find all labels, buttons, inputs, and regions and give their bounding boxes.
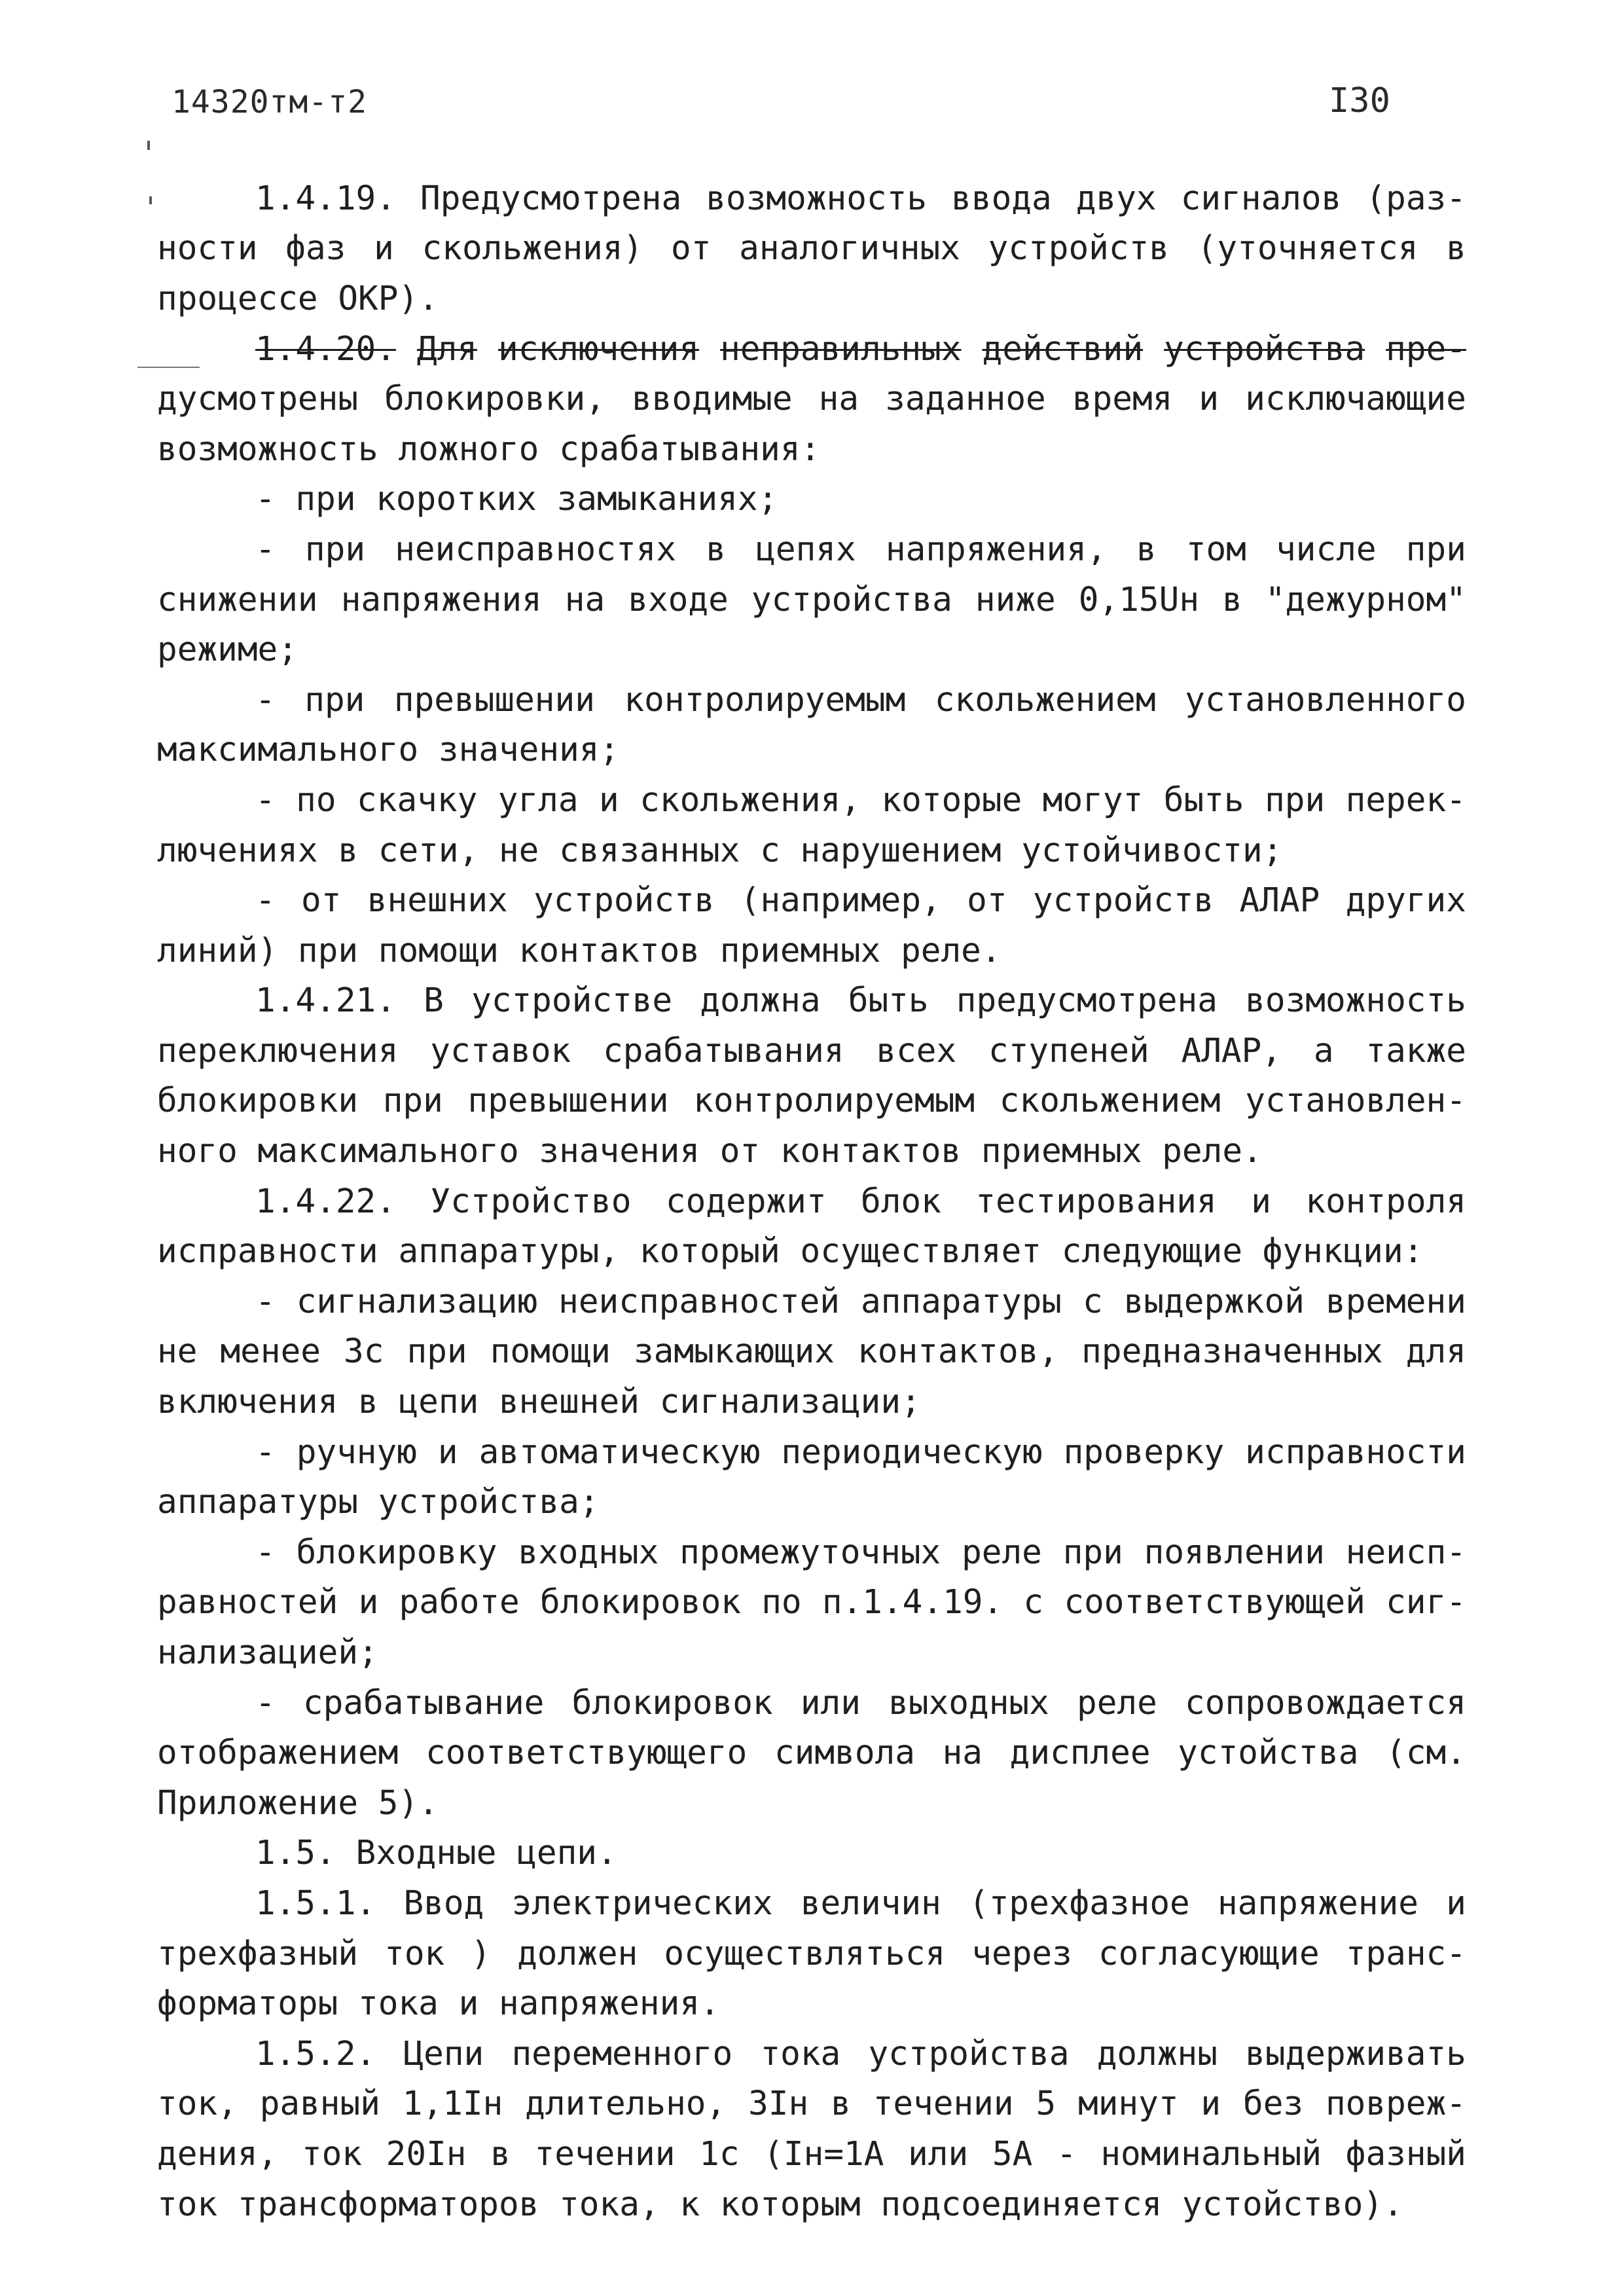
text-line: режиме;	[157, 630, 298, 670]
text-line: 1.5. Входные цепи.	[255, 1834, 617, 1873]
text-line: 1.4.21. В устройстве должна быть предусмотрена возможность	[255, 981, 1466, 1021]
text-line: - срабатывание блокировок или выходных реле сопровождается	[255, 1683, 1466, 1722]
text-line: ток трансформаторов тока, к которым подсоединяется устойство).	[157, 2185, 1403, 2224]
text-line: линий) при помощи контактов приемных реле.	[157, 931, 1001, 970]
document-code: 14320тм-т2	[171, 84, 367, 120]
text-line: аппаратуры устройства;	[157, 1483, 600, 1522]
text-line: - блокировку входных промежуточных реле при появлении неисп-	[255, 1533, 1466, 1572]
text-line: 1.4.22. Устройство содержит блок тестирования и контроля	[255, 1182, 1466, 1221]
text-line: возможность ложного срабатывания:	[157, 429, 821, 469]
text-line: трехфазный ток ) должен осуществляться через согласующие транс-	[157, 1934, 1466, 1973]
text-line: ток, равный 1,1Iн длительно, 3Iн в течении 5 минут и без повреж-	[157, 2085, 1466, 2124]
text-line: снижении напряжения на входе устройства ниже 0,15Uн в "дежурном"	[157, 580, 1466, 619]
text-line: - сигнализацию неисправностей аппаратуры с выдержкой времени	[255, 1282, 1466, 1321]
text-line: дусмотрены блокировки, вводимые на заданное время и исключающие	[157, 380, 1466, 419]
text-line: 1.4.19. Предусмотрена возможность ввода двух сигналов (раз-	[255, 179, 1466, 218]
scan-mark	[149, 196, 152, 204]
text-line: - от внешних устройств (например, от устройств АЛАР других	[255, 881, 1466, 920]
text-line: Приложение 5).	[157, 1783, 439, 1823]
text-line: 1.5.1. Ввод электрических величин (трехфазное напряжение и	[255, 1884, 1466, 1923]
text-line: включения в цепи внешней сигнализации;	[157, 1383, 921, 1422]
scan-mark	[137, 367, 200, 368]
text-line: отображением соответствующего символа на дисплее устойства (см.	[157, 1734, 1466, 1773]
text-line: 1.5.2. Цепи переменного тока устройства должны выдерживать	[255, 2034, 1466, 2073]
text-line: исправности аппаратуры, который осуществляет следующие функции:	[157, 1232, 1424, 1271]
scan-mark	[147, 141, 150, 150]
text-line: максимального значения;	[157, 731, 620, 770]
text-line: дения, ток 20Iн в течении 1с (Iн=1А или 5А - номинальный фазный	[157, 2134, 1466, 2174]
text-line: нализацией;	[157, 1633, 378, 1673]
text-line: равностей и работе блокировок по п.1.4.19. с соответствующей сиг-	[157, 1583, 1466, 1622]
text-line: - при неисправностях в цепях напряжения, в том числе при	[255, 530, 1466, 569]
text-line: блокировки при превышении контролируемым скольжением установлен-	[157, 1082, 1466, 1121]
text-line: - при коротких замыканиях;	[255, 480, 778, 519]
text-line: процессе ОКР).	[157, 279, 439, 318]
text-line: 1.4.20. Для исключения неправильных действий устройства пре-	[255, 329, 1466, 369]
text-line: переключения уставок срабатывания всех ступеней АЛАР, а также	[157, 1031, 1466, 1070]
text-line: ного максимального значения от контактов приемных реле.	[157, 1132, 1263, 1171]
text-line: лючениях в сети, не связанных с нарушением устойчивости;	[157, 831, 1283, 870]
text-line: не менее 3с при помощи замыкающих контактов, предназначенных для	[157, 1332, 1466, 1372]
text-line: - при превышении контролируемым скольжением установленного	[255, 680, 1466, 720]
text-line: - по скачку угла и скольжения, которые могут быть при перек-	[255, 780, 1466, 820]
page-number: I30	[1329, 81, 1390, 120]
text-line: ности фаз и скольжения) от аналогичных устройств (уточняется в	[157, 229, 1466, 268]
document-body	[157, 173, 1466, 2229]
text-line: форматоры тока и напряжения.	[157, 1984, 720, 2024]
text-line: - ручную и автоматическую периодическую проверку исправности	[255, 1432, 1466, 1472]
